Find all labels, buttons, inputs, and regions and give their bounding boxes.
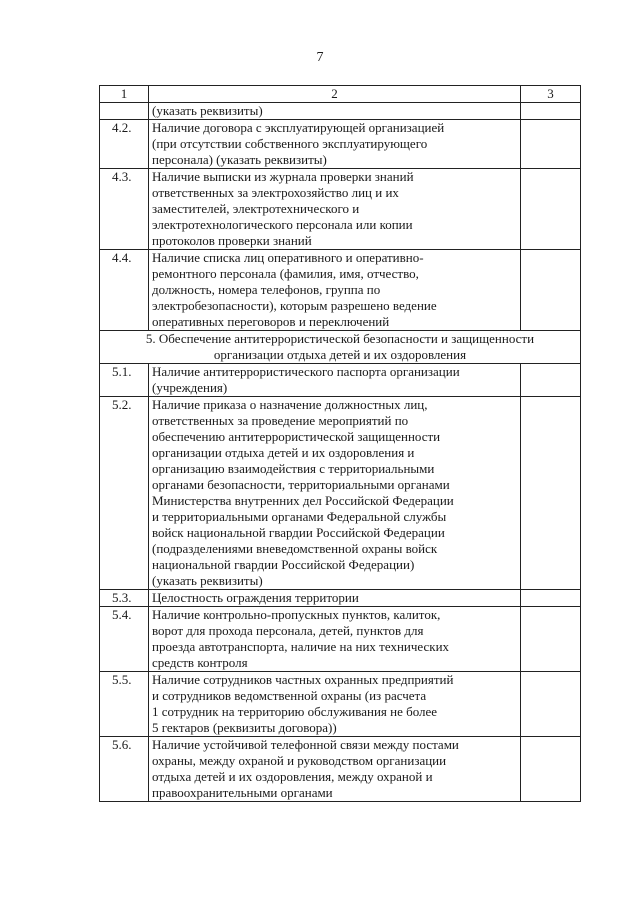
- row-text: Наличие антитеррористического паспорта организации (учреждения): [149, 364, 521, 397]
- row-text: Наличие выписки из журнала проверки знаний ответственных за электрохозяйство лиц и их заместителей, электротехнического и электротехнологического персонала или копии протоколов проверки знаний: [149, 169, 521, 250]
- page-number: 7: [316, 50, 324, 65]
- row-text: Наличие контрольно-пропускных пунктов, калиток, ворот для прохода персонала, детей, пунктов для проезда автотранспорта, наличие на них технических средств контроля: [149, 607, 521, 672]
- header-cell-3: 3: [521, 86, 581, 103]
- row-text: Наличие приказа о назначение должностных лиц, ответственных за проведение мероприятий по обеспечению антитеррористической защищенности организации отдыха детей и их оздоровления и организацию взаимодействия с территориальными органами безопасности, территориальными органами Министерства внутренних дел Российской Федерации и территориальными органами Федеральной службы войск национальной гвардии Российской Федерации (подразделениями вневедомственной охраны войск национальной гвардии Российской Федерации) (указать реквизиты): [149, 397, 521, 590]
- row-number: 5.1.: [100, 364, 149, 397]
- row-number: 4.3.: [100, 169, 149, 250]
- table-row: [100, 169, 581, 250]
- table-row: [100, 607, 581, 672]
- checklist-table: [99, 85, 581, 802]
- section-5-title: 5. Обеспечение антитеррористической безопасности и защищенности организации отдыха детей и их оздоровления: [100, 331, 581, 364]
- table-row: [100, 590, 581, 607]
- row-value-cell: [521, 672, 581, 737]
- table-row: [100, 672, 581, 737]
- header-cell-2: 2: [149, 86, 521, 103]
- table-row: [100, 103, 581, 120]
- row-value-cell: [521, 364, 581, 397]
- row-value-cell: [521, 590, 581, 607]
- row-value-cell: [521, 120, 581, 169]
- row-number: 4.4.: [100, 250, 149, 331]
- row-text: Наличие сотрудников частных охранных предприятий и сотрудников ведомственной охраны (из расчета 1 сотрудник на территорию обслуживания не более 5 гектаров (реквизиты договора)): [149, 672, 521, 737]
- table-row: [100, 120, 581, 169]
- table-row: [100, 364, 581, 397]
- row-text: Целостность ограждения территории: [149, 590, 521, 607]
- row-number: [100, 103, 149, 120]
- row-number: 4.2.: [100, 120, 149, 169]
- row-text: Наличие списка лиц оперативного и оперативно- ремонтного персонала (фамилия, имя, отчество, должность, номера телефонов, группа по электробезопасности), которым разрешено ведение оперативных переговоров и переключений: [149, 250, 521, 331]
- row-text: Наличие устойчивой телефонной связи между постами охраны, между охраной и руководством организации отдыха детей и их оздоровления, между охраной и правоохранительными органами: [149, 737, 521, 802]
- row-number: 5.3.: [100, 590, 149, 607]
- row-text: (указать реквизиты): [149, 103, 521, 120]
- row-value-cell: [521, 169, 581, 250]
- row-value-cell: [521, 397, 581, 590]
- row-number: 5.4.: [100, 607, 149, 672]
- row-value-cell: [521, 103, 581, 120]
- row-value-cell: [521, 250, 581, 331]
- section-heading-row: [100, 331, 581, 364]
- table-row: [100, 397, 581, 590]
- row-number: 5.5.: [100, 672, 149, 737]
- table-header-row: [100, 86, 581, 103]
- row-value-cell: [521, 607, 581, 672]
- table-row: [100, 250, 581, 331]
- header-cell-1: 1: [100, 86, 149, 103]
- row-value-cell: [521, 737, 581, 802]
- row-number: 5.2.: [100, 397, 149, 590]
- row-text: Наличие договора с эксплуатирующей организацией (при отсутствии собственного эксплуатирующего персонала) (указать реквизиты): [149, 120, 521, 169]
- table-row: [100, 737, 581, 802]
- row-number: 5.6.: [100, 737, 149, 802]
